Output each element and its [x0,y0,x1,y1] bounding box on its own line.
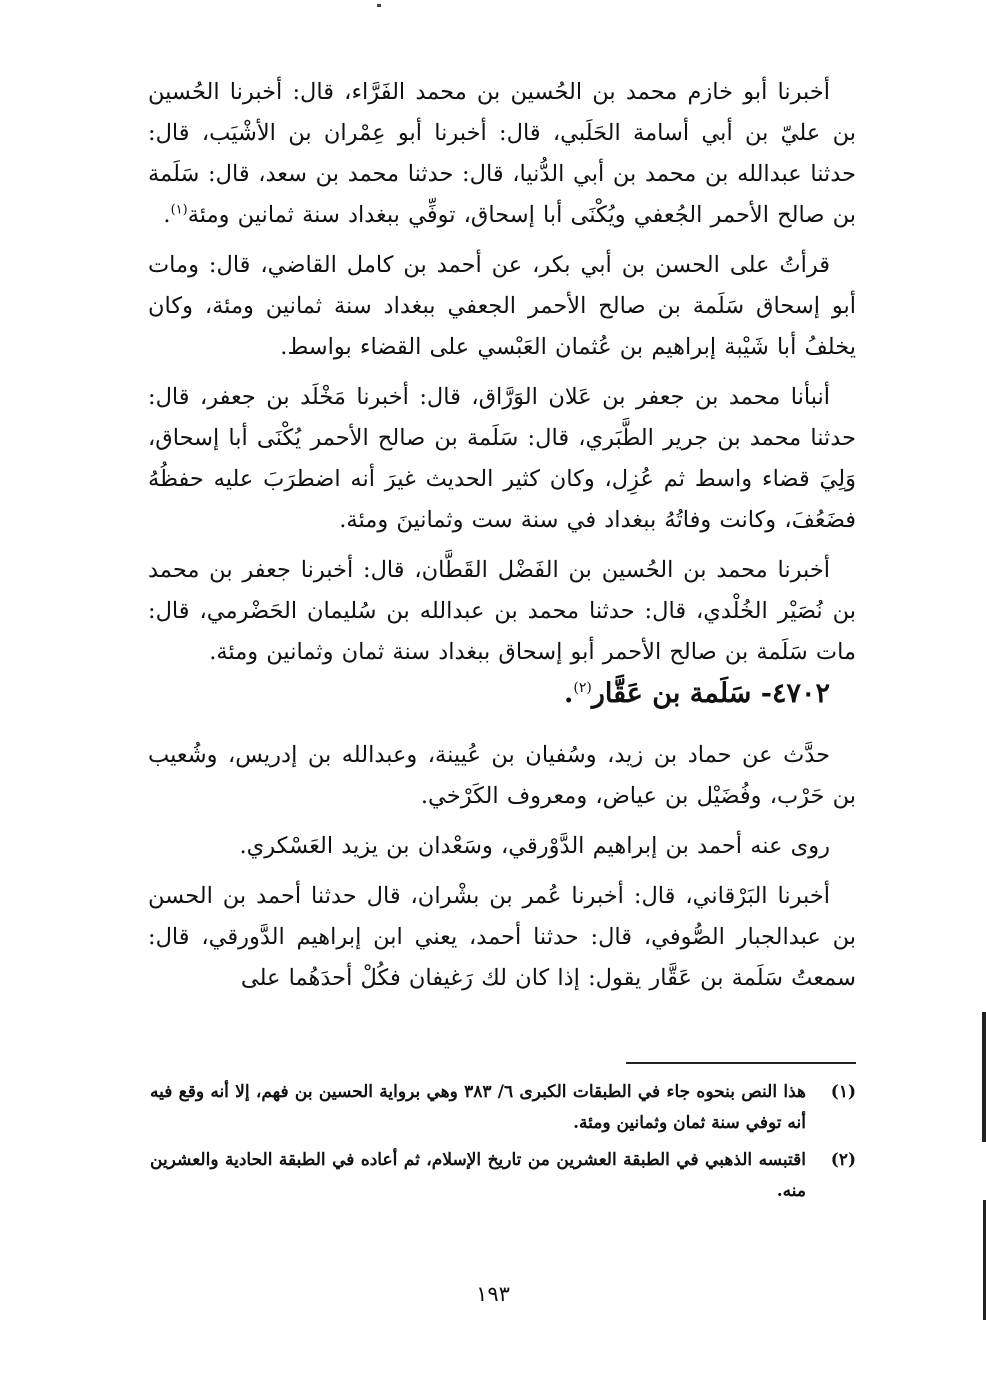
footnote [150,1077,856,1139]
paragraph-end: . [163,202,171,228]
footnotes [150,1077,856,1213]
paragraph: روى عنه أحمد بن إبراهيم الدَّوْرقي، وسَعْدان بن يزيد العَسْكري. [239,833,830,859]
paragraph [148,72,856,236]
entry-title-end: . [563,678,574,709]
entry-title: ٤٧٠٢- سَلَمة بن عَقَّار [591,678,830,709]
paragraph: حدَّث عن حماد بن زيد، وسُفيان بن عُيينة، وعبدالله بن إدريس، وشُعيب بن حَرْب، وفُضَيْل بن عياض، ومعروف الكَرْخي. [148,742,856,809]
paragraph: أنبأنا محمد بن جعفر بن عَلان الوَرَّاق، قال: أخبرنا مَخْلَد بن جعفر، قال: حدثنا محمد بن جرير الطَّبَري، قال: سَلَمة بن صالح الأحمر يُكْنَى أبا إسحاق، وَلِيَ قضاء واسط ثم عُزِل، وكان كثير الحديث غيرَ أنه اضطرَبَ عليه حفظُهُ فضَعُفَ، وكانت وفاتُهُ ببغداد في سنة ست وثمانينَ ومئة. [148,384,856,533]
paragraph: أخبرنا محمد بن الحُسين بن الفَضْل القَطَّان، قال: أخبرنا جعفر بن محمد بن نُصَيْر الخُلْدي، قال: حدثنا محمد بن عبدالله بن سُليمان الحَضْرمي، قال: مات سَلَمة بن صالح الأحمر أبو إسحاق ببغداد سنة ثمان وثمانين ومئة. [148,557,856,665]
entry-heading [148,673,856,715]
footnote-ref: (٢) [573,680,592,696]
footnote-ref: (١) [170,202,188,218]
paragraph: قرأتُ على الحسن بن أبي بكر، عن أحمد بن كامل القاضي، قال: ومات أبو إسحاق سَلَمة بن صالح الأحمر الجعفي ببغداد سنة ثمانين ومئة، وكان يخلفُ أبا شَيْبة إبراهيم بن عُثمان العَبْسي على القضاء بواسط. [148,252,856,360]
page-number: ١٩٣ [476,1282,510,1306]
scan-mark [377,4,381,7]
footnote-number: (١) [830,1082,856,1102]
footnote-text: هذا النص بنحوه جاء في الطبقات الكبرى ٦/ ٣٨٣ وهي برواية الحسين بن فهم، إلا أنه وقع فيه أنه توفي سنة ثمان وثمانين ومئة. [150,1082,806,1133]
footnote-text: اقتبسه الذهبي في الطبقة العشرين من تاريخ الإسلام، ثم أعاده في الطبقة الحادية والعشرين منه. [150,1150,806,1201]
footnote [150,1145,856,1207]
paragraph-text: أخبرنا أبو خازم محمد بن الحُسين بن محمد الفَرَّاء، قال: أخبرنا الحُسين بن عليّ بن أبي أسامة الحَلَبي، قال: أخبرنا أبو عِمْران بن الأشْيَب، قال: حدثنا عبدالله بن محمد بن أبي الدُّنيا، قال: حدثنا محمد بن سعد، قال: سَلَمة بن صالح الأحمر الجُعفي ويُكْنَى أبا إسحاق، توفِّي ببغداد سنة ثمانين ومئة [148,79,856,228]
paragraph: أخبرنا البَرْقاني، قال: أخبرنا عُمر بن بشْران، قال حدثنا أحمد بن الحسن بن عبدالجبار الصُّوفي، قال: حدثنا أحمد، يعني ابن إبراهيم الدَّورقي، قال: سمعتُ سَلَمة بن عَقَّار يقول: إذا كان لك رَغيفان فكُلْ أحدَهُما على [148,883,856,991]
footnote-number: (٢) [830,1150,856,1170]
main-text [148,72,856,1008]
scan-edge-mark-top [982,1012,986,1142]
footnote-divider [626,1062,856,1064]
